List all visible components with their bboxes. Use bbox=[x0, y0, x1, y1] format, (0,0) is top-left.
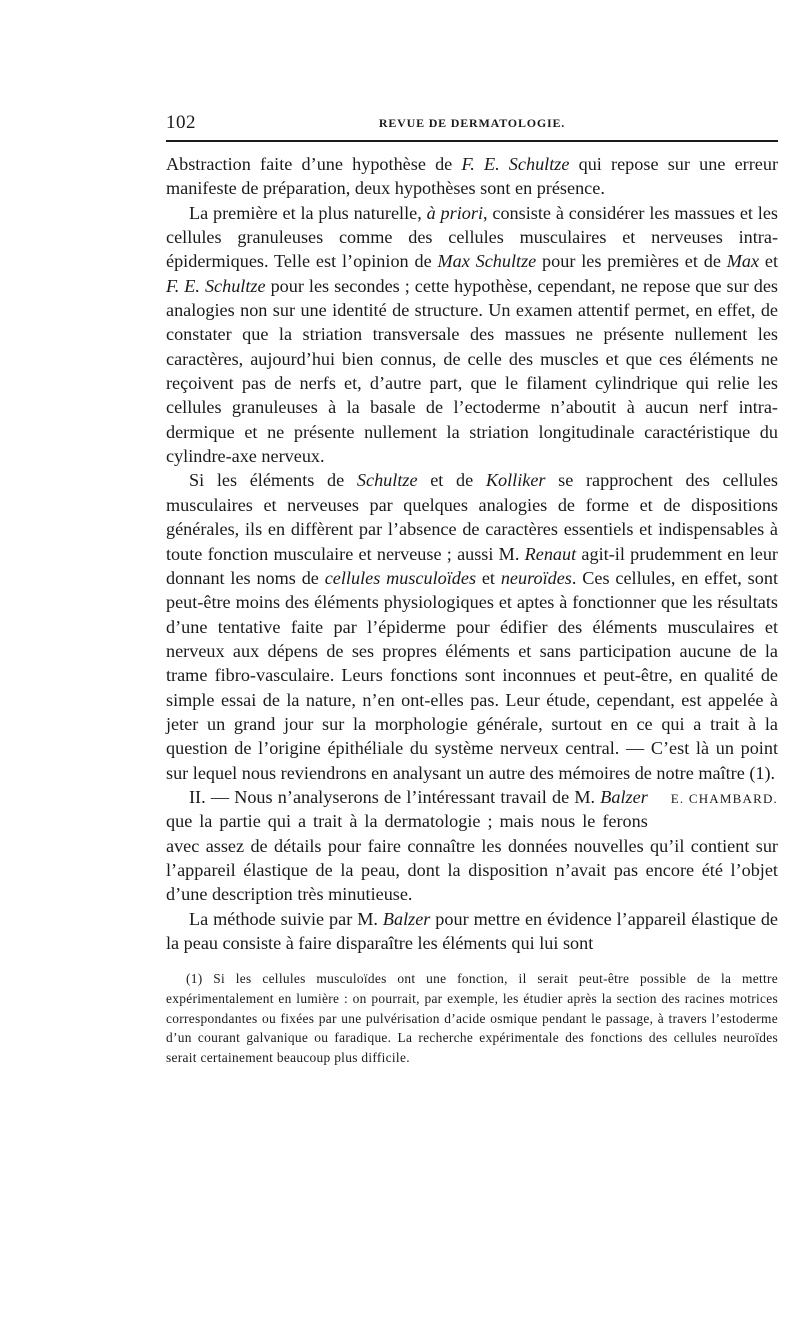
italic-text: Renaut bbox=[524, 543, 577, 564]
paragraph bbox=[166, 907, 778, 956]
running-head: REVUE DE DERMATOLOGIE. bbox=[378, 116, 566, 130]
text-run: pour les premières et de bbox=[536, 251, 727, 272]
text-run: et bbox=[759, 251, 778, 272]
italic-text: Balzer bbox=[600, 786, 648, 807]
page-header bbox=[166, 110, 778, 142]
text-run: que la partie qui a trait à la dermatologie ; mais nous le ferons avec assez de détails pour faire connaître les données nouvelles qu’il contient sur l’appareil élastique de la peau, dont la disposition n’avait pas encore été l’objet d’une description très minutieuse. bbox=[166, 811, 778, 905]
footnote-text: (1) Si les cellules musculoïdes ont une fonction, il serait peut-être possible de la mettre expérimentalement en lumière : on pourrait, par exemple, les étudier après la section des racines motrices correspondantes ou fixées par une pulvérisation d’acide osmique pendant le passage, à travers l’estoderme d’un courant galvanique ou faradique. La recherche expérimentale des fonctions des cellules neuroïdes serait certainement beaucoup plus difficile. bbox=[166, 971, 778, 1065]
italic-text: à priori bbox=[426, 202, 483, 223]
text-run: Abstraction faite d’une hypothèse de bbox=[166, 154, 462, 174]
text-run: pour mettre en évidence l’appareil élastique de la peau consiste à faire disparaître les éléments qui lui sont bbox=[166, 908, 778, 953]
text-run: . Ces cellules, en effet, sont peut-être moins des éléments physiologiques et aptes à fonctionner que les résultats d’une tentative faite par l’épiderme pour édifier des éléments musculaires et nerveux aux dépens de ses propres éléments et sans participation aucune de la trame fibro-vasculaire. Leurs fonctions sont inconnues et peut-être, en qualité de simple essai de la nature, n’en ont-elles pas. Leur étude, cependant, est appelée à jeter un grand jour sur la morphologie générale, surtout en ce qui a trait à la question de l’origine épithéliale du système nerveux central. — C’est là un point sur lequel nous reviendrons en analysant un autre des mémoires de notre maître (1). bbox=[166, 567, 778, 783]
italic-text: F. E. Schultze bbox=[461, 154, 570, 174]
page-number: 102 bbox=[166, 112, 196, 133]
footnote bbox=[166, 969, 778, 1067]
text-run: et de bbox=[417, 470, 486, 491]
italic-text: Max bbox=[726, 251, 760, 272]
signature: E. CHAMBARD. bbox=[670, 790, 778, 806]
text-run: Si les éléments de bbox=[189, 470, 357, 491]
page bbox=[166, 110, 778, 1067]
text-run: et bbox=[476, 567, 501, 588]
text-run: se rapprochent des cellules musculaires et nerveuses par quelques analogies de forme et de dispositions générales, ils en diffèrent par l’absence de caractères essentiels et indispensables à toute fonction musculaire et nerveuse ; aussi M. bbox=[166, 470, 779, 564]
italic-text: Kolliker bbox=[485, 470, 546, 491]
paragraph bbox=[166, 201, 778, 469]
text-run: , consiste à considérer les massues et les cellules granuleuses comme des cellules musculaires et nerveuses intra-épidermiques. Telle est l’opinion de bbox=[166, 202, 779, 272]
italic-text: cellules musculoïdes bbox=[324, 567, 477, 588]
text-run: La première et la plus naturelle, bbox=[189, 202, 427, 223]
italic-text: F. E. Schultze bbox=[166, 275, 266, 296]
text-run: II. — Nous n’analyserons de l’intéressant travail de M. bbox=[189, 786, 601, 807]
italic-text: Schultze bbox=[356, 470, 418, 491]
text-run: qui repose sur une erreur manifeste de préparation, deux hypothèses sont en présence. bbox=[166, 154, 778, 199]
paragraph bbox=[166, 152, 778, 201]
italic-text: Balzer bbox=[382, 908, 431, 929]
text-run: pour les secondes ; cette hypothèse, cependant, ne repose que sur des analogies non sur une identité de structure. Un examen attentif permet, en effet, de constater que la striation transversale des massues ne présente nullement les caractères, aujourd’hui bien connus, de celle des muscles et que ces éléments ne reçoivent pas de nerfs et, d’autre part, que le filament cylindrique qui relie les cellules granuleuses à la basale de l’ectoderme n’aboutit à aucun nerf intra-dermique et ne présente nullement la striation longitudinale caractéristique du cylindre-axe nerveux. bbox=[166, 275, 779, 467]
body-text bbox=[166, 152, 778, 955]
text-run: La méthode suivie par M. bbox=[189, 908, 383, 929]
text-run: agit-il prudemment en leur donnant les noms de bbox=[166, 543, 778, 588]
italic-text: neuroïdes bbox=[500, 567, 572, 588]
italic-text: Max Schultze bbox=[437, 251, 537, 272]
